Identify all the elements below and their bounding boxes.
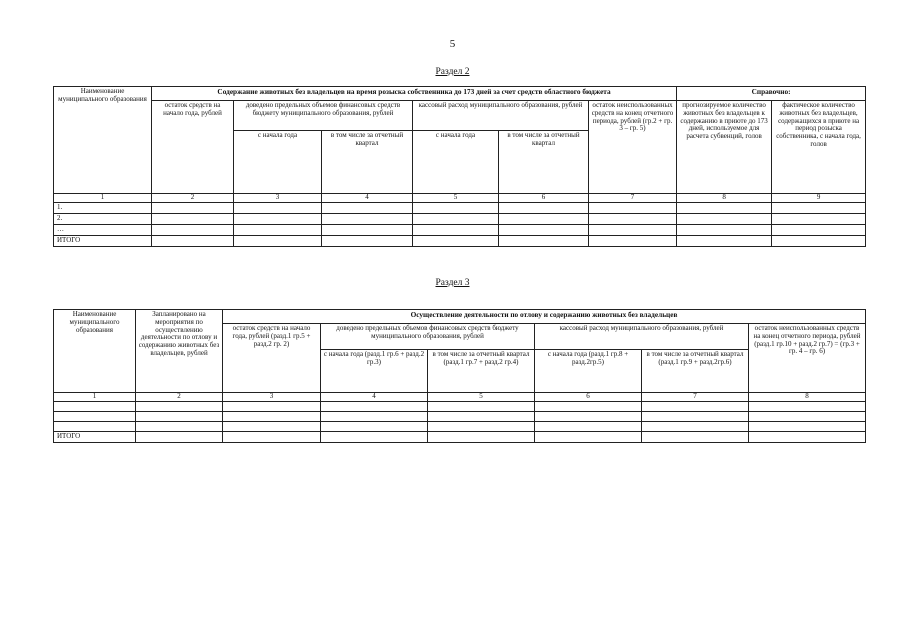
table-row <box>54 214 866 225</box>
header-balance-start: остаток средств на начало года, рублей <box>152 101 234 194</box>
header-cash-year: с начала года <box>413 131 499 194</box>
total-label: ИТОГО <box>54 236 152 247</box>
header-limits-quarter: в том числе за отчетный квартал <box>322 131 413 194</box>
total-row <box>54 432 866 443</box>
table-row <box>54 402 866 412</box>
col-number: 7 <box>589 194 677 203</box>
header-unused: остаток неиспользованных средств на конец отчетного периода, рублей (разд.1 гр.10 + разд.2 гр.7) = (гр.3 + гр. 4 – гр. 6) <box>749 324 866 393</box>
header-limits-year: с начала года <box>234 131 322 194</box>
page-number: 5 <box>449 38 456 50</box>
table-row <box>54 203 866 214</box>
col-number: 8 <box>749 393 866 402</box>
col-number: 5 <box>413 194 499 203</box>
header-main: Осуществление деятельности по отлову и содержанию животных без владельцев <box>223 310 866 324</box>
col-number: 7 <box>642 393 749 402</box>
col-number: 6 <box>535 393 642 402</box>
table-row <box>54 225 866 236</box>
col-number: 1 <box>54 194 152 203</box>
col-number: 3 <box>234 194 322 203</box>
header-balance-start: остаток средств на начало года, рублей (разд.1 гр.5 + разд.2 гр. 2) <box>223 324 321 393</box>
col-number: 2 <box>136 393 223 402</box>
header-limits-year: с начала года (разд.1 гр.6 + разд.2 гр.3) <box>321 350 428 393</box>
header-cash-year: с начала года (разд.1 гр.8 + разд.2гр.5) <box>535 350 642 393</box>
header-cash-quarter: в том числе за отчетный квартал <box>499 131 589 194</box>
header-limits: доведено предельных объемов финансовых средств бюджету муниципального образования, рублей <box>321 324 535 350</box>
header-unused: остаток неиспользованных средств на конец отчетного периода, рублей (гр.2 + гр. 3 – гр. 5) <box>589 101 677 194</box>
col-number: 4 <box>322 194 413 203</box>
col-number: 8 <box>677 194 772 203</box>
col-number: 2 <box>152 194 234 203</box>
header-limits-quarter: в том числе за отчетный квартал (разд.1 гр.7 + разд.2 гр.4) <box>428 350 535 393</box>
table-row <box>54 422 866 432</box>
header-limits: доведено предельных объемов финансовых средств бюджету муниципального образования, рублей <box>234 101 413 131</box>
section-3-table <box>53 309 866 443</box>
total-label: ИТОГО <box>54 432 136 443</box>
header-actual: фактическое количество животных без владельцев, содержащихся в приюте на период розыска собственника, с начала года, голов <box>772 101 866 194</box>
header-cash: кассовый расход муниципального образования, рублей <box>413 101 589 131</box>
header-cash: кассовый расход муниципального образования, рублей <box>535 324 749 350</box>
header-main: Содержание животных без владельцев на время розыска собственника до 173 дней за счет средств областного бюджета <box>152 87 677 101</box>
table-row <box>54 412 866 422</box>
total-row <box>54 236 866 247</box>
section-2-title: Раздел 2 <box>435 67 470 77</box>
row-label: 1. <box>54 203 152 214</box>
header-forecast: прогнозируемое количество животных без владельцев к содержанию в приюте до 173 дней, используемое для расчета субвенций, голов <box>677 101 772 194</box>
header-municipality: Наименование муниципального образования <box>54 310 136 393</box>
col-number: 3 <box>223 393 321 402</box>
section-2-table <box>53 86 866 247</box>
header-municipality: Наименование муниципального образования <box>54 87 152 194</box>
col-number: 4 <box>321 393 428 402</box>
header-planned: Запланировано на мероприятия по осуществлению деятельности по отлову и содержанию животных без владельцев, рублей <box>136 310 223 393</box>
section-3-title: Раздел 3 <box>435 278 470 288</box>
row-label: 2. <box>54 214 152 225</box>
col-number: 1 <box>54 393 136 402</box>
col-number: 6 <box>499 194 589 203</box>
header-cash-quarter: в том числе за отчетный квартал (разд.1 гр.9 + разд.2гр.6) <box>642 350 749 393</box>
row-label: … <box>54 225 152 236</box>
col-number: 9 <box>772 194 866 203</box>
col-number: 5 <box>428 393 535 402</box>
header-reference: Справочно: <box>677 87 866 101</box>
